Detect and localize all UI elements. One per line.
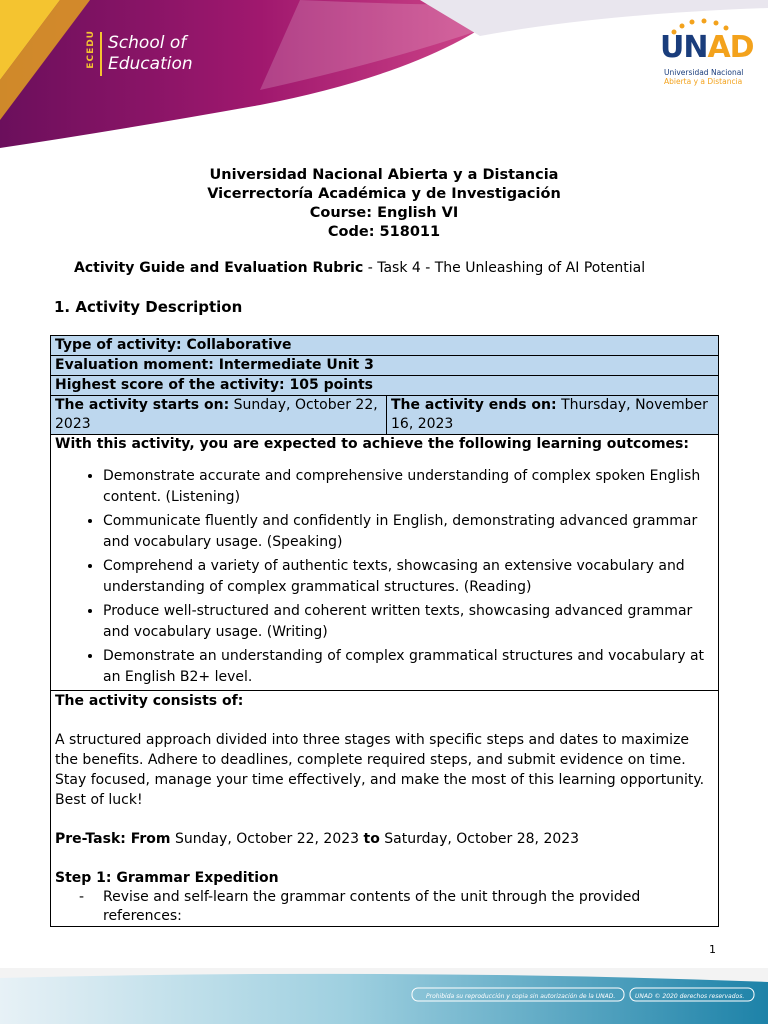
- school-logo-bar: [100, 32, 102, 76]
- page-number: 1: [709, 943, 716, 956]
- pretask-dates: Pre-Task: From Sunday, October 22, 2023 to Saturday, October 28, 2023: [55, 831, 580, 847]
- end-date: The activity ends on: Thursday, November 16, 2023: [387, 396, 719, 435]
- evaluation-moment: Evaluation moment: Intermediate Unit 3: [51, 356, 719, 376]
- outcomes-list: [55, 466, 714, 688]
- activity-guide-title: Activity Guide and Evaluation Rubric - Task 4 - The Unleashing of AI Potential: [74, 260, 646, 276]
- step-heading: Step 1: Grammar Expedition: [55, 870, 279, 886]
- footer-copyright-notice: Prohibida su reproducción y copia sin autorización de la UNAD.: [426, 993, 616, 1000]
- header-banner: [0, 0, 768, 150]
- step-item: - Revise and self-learn the grammar contents of the unit through the provided references:: [55, 888, 714, 926]
- list-item: • Demonstrate accurate and comprehensive understanding of complex spoken English content. (Listening): [103, 466, 714, 508]
- document-title: Universidad Nacional Abierta y a Distancia Vicerrectoría Académica y de Investigación Course: English VI Code: 518011: [207, 167, 561, 240]
- unad-logo: UNAD: [660, 30, 754, 65]
- list-item: • Demonstrate an understanding of complex grammatical structures and vocabulary at an English B2+ level.: [103, 646, 714, 688]
- unad-subtitle: Universidad Nacional Abierta y a Distancia: [664, 68, 744, 86]
- list-item: • Comprehend a variety of authentic texts, showcasing an extensive vocabulary and understanding of complex grammatical structures. (Reading): [103, 556, 714, 598]
- list-item: • Communicate fluently and confidently in English, demonstrating advanced grammar and vocabulary usage. (Speaking): [103, 511, 714, 553]
- activity-type: Type of activity: Collaborative: [51, 336, 719, 356]
- section-heading: 1. Activity Description: [54, 298, 243, 316]
- learning-outcomes: With this activity, you are expected to achieve the following learning outcomes: • Demonstrate accurate and comprehensive understanding of complex spoken English content. (Listening) • Communicate fluently and confidently in English, demonstrating advanced grammar and vocabulary usage. (Speaking) • Comprehend a variety of authentic texts, showcasing an extensive vocabulary and understanding of complex grammatical structures. (Reading) • Produce well-structured and coherent written texts, showcasing advanced grammar and vocabulary usage. (Writing) • Demonstrate an understanding of complex grammatical structures and vocabulary at an English B2+ level.: [51, 435, 719, 691]
- highest-score: Highest score of the activity: 105 points: [51, 376, 719, 396]
- school-name: School of Education: [108, 33, 193, 74]
- activity-table: [50, 335, 719, 927]
- school-label: ECEDU: [86, 30, 96, 69]
- list-item: • Produce well-structured and coherent written texts, showcasing advanced grammar and vocabulary usage. (Writing): [103, 601, 714, 643]
- footer-rights: UNAD © 2020 derechos reservados.: [635, 993, 745, 1000]
- start-date: The activity starts on: Sunday, October 22, 2023: [51, 396, 387, 435]
- activity-consists: The activity consists of: A structured approach divided into three stages with specific steps and dates to maximize the benefits. Adhere to deadlines, complete required steps, and submit evidence on time. Stay focused, manage your time effectively, and make the most of this learning opportunity. Best of luck! Pre-Task: From Sunday, October 22, 2023 to Saturday, October 28, 2023 Step 1: Grammar Expedition - Revise and self-learn the grammar contents of the unit through the provided references:: [51, 691, 719, 927]
